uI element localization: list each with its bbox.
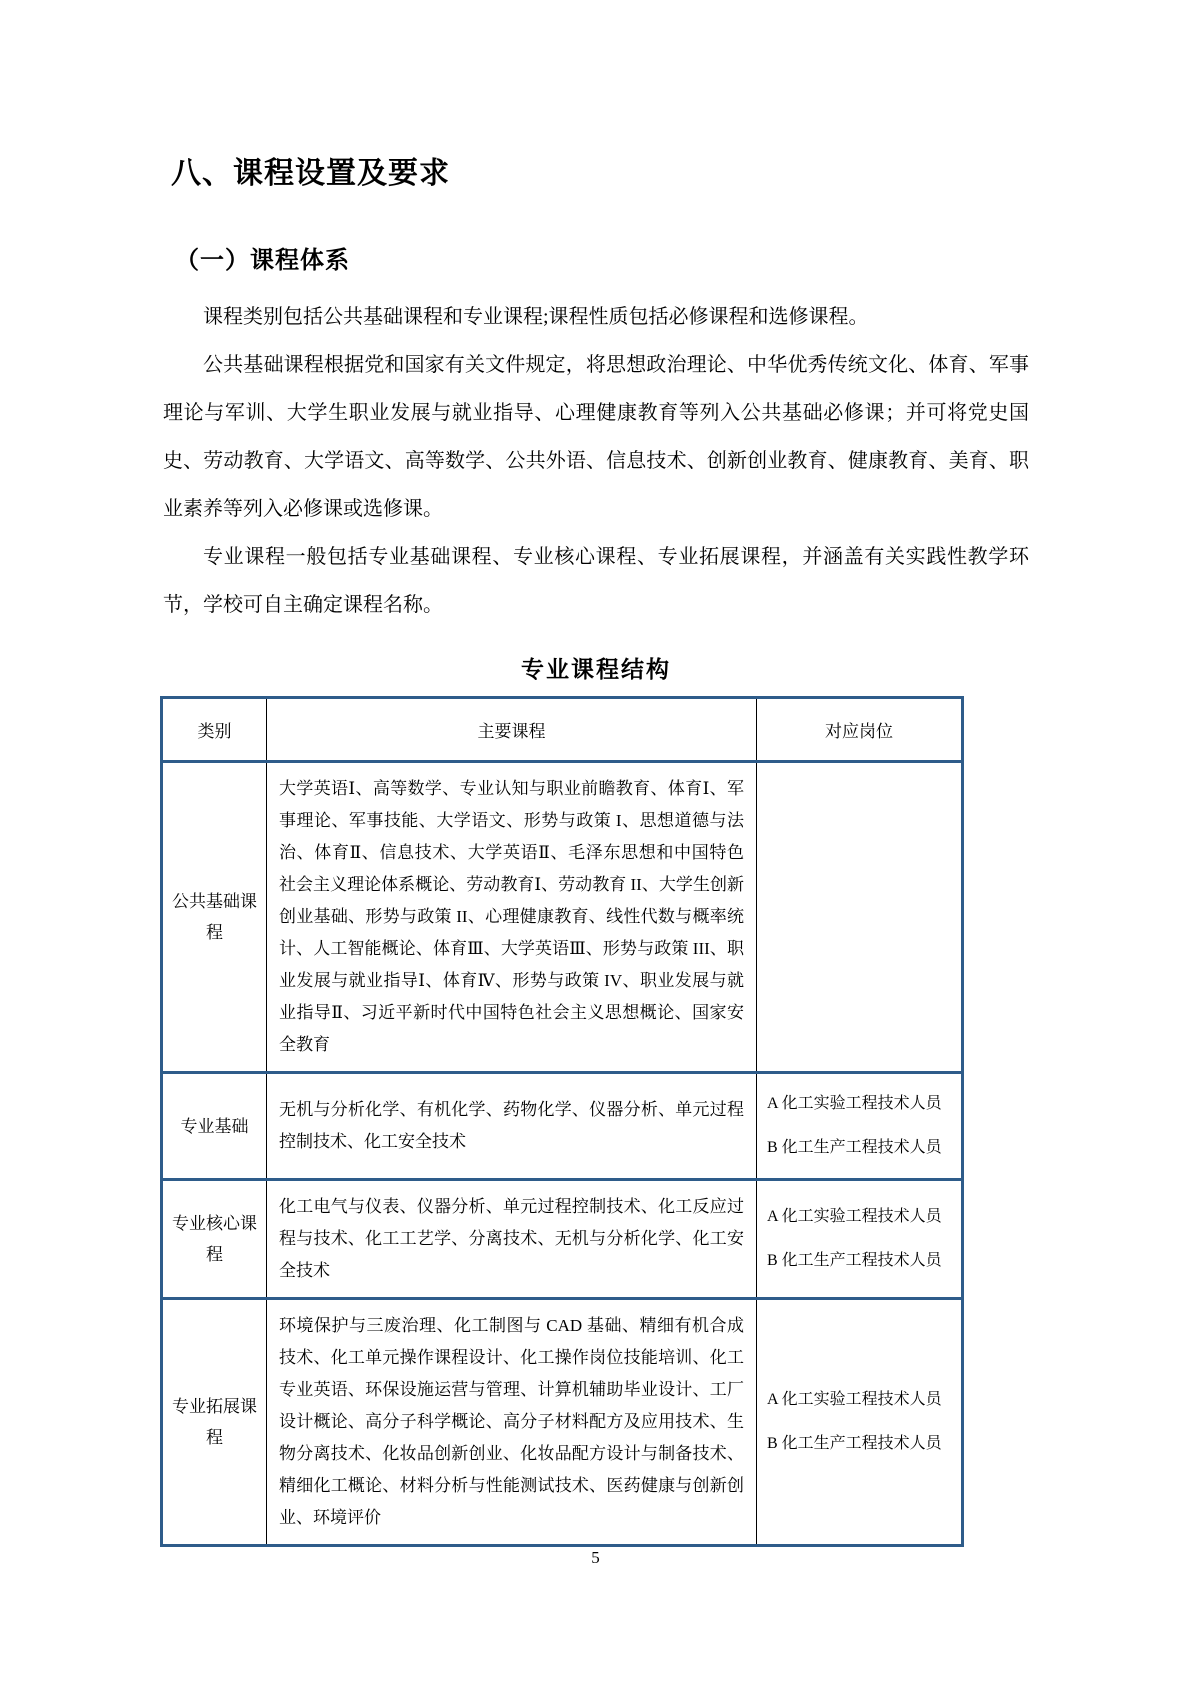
positions-cell — [757, 762, 963, 1073]
table-row-professional-core — [162, 1180, 963, 1299]
table-row-professional-basic — [162, 1073, 963, 1180]
courses-cell: 无机与分析化学、有机化学、药物化学、仪器分析、单元过程控制技术、化工安全技术 — [267, 1073, 757, 1180]
position-a: A 化工实验工程技术人员 — [767, 1095, 942, 1112]
position-a: A 化工实验工程技术人员 — [767, 1391, 942, 1408]
positions-cell — [757, 1299, 963, 1546]
position-a: A 化工实验工程技术人员 — [767, 1208, 942, 1225]
col-header-main-courses: 主要课程 — [267, 698, 757, 762]
courses-cell: 大学英语Ⅰ、高等数学、专业认知与职业前瞻教育、体育Ⅰ、军事理论、军事技能、大学语文、形势与政策 I、思想道德与法治、体育Ⅱ、信息技术、大学英语Ⅱ、毛泽东思想和中国特色社会主义理论体系概论、劳动教育Ⅰ、劳动教育 II、大学生创新创业基础、形势与政策 II、心理健康教育、线性代数与概率统计、人工智能概论、体育Ⅲ、大学英语Ⅲ、形势与政策 III、职业发展与就业指导Ⅰ、体育Ⅳ、形势与政策 IV、职业发展与就业指导Ⅱ、习近平新时代中国特色社会主义思想概论、国家安全教育 — [267, 762, 757, 1073]
table-header-row — [162, 698, 963, 762]
course-structure-table — [160, 696, 964, 1547]
category-cell: 专业基础 — [162, 1073, 267, 1180]
section-heading: 八、课程设置及要求 — [171, 157, 450, 190]
col-header-positions: 对应岗位 — [757, 698, 963, 762]
paragraph-course-categories: 课程类别包括公共基础课程和专业课程;课程性质包括必修课程和选修课程。 — [203, 306, 869, 328]
table-row-professional-extension — [162, 1299, 963, 1546]
category-cell: 专业核心课程 — [162, 1180, 267, 1299]
paragraph-public-basic-courses: 公共基础课程根据党和国家有关文件规定，将思想政治理论、中华优秀传统文化、体育、军事理论与军训、大学生职业发展与就业指导、心理健康教育等列入公共基础必修课；并可将党史国史、劳动教育、大学语文、高等数学、公共外语、信息技术、创新创业教育、健康教育、美育、职业素养等列入必修课或选修课。 — [163, 354, 1029, 520]
page-number: 5 — [591, 1548, 600, 1567]
courses-cell: 化工电气与仪表、仪器分析、单元过程控制技术、化工反应过程与技术、化工工艺学、分离技术、无机与分析化学、化工安全技术 — [267, 1180, 757, 1299]
col-header-category: 类别 — [162, 698, 267, 762]
table-row-public-basic — [162, 762, 963, 1073]
position-b: B 化工生产工程技术人员 — [767, 1435, 942, 1452]
position-b: B 化工生产工程技术人员 — [767, 1252, 942, 1269]
positions-cell — [757, 1073, 963, 1180]
courses-cell: 环境保护与三废治理、化工制图与 CAD 基础、精细有机合成技术、化工单元操作课程设计、化工操作岗位技能培训、化工专业英语、环保设施运营与管理、计算机辅助毕业设计、工厂设计概论、高分子科学概论、高分子材料配方及应用技术、生物分离技术、化妆品创新创业、化妆品配方设计与制备技术、精细化工概论、材料分析与性能测试技术、医药健康与创新创业、环境评价 — [267, 1299, 757, 1546]
category-cell: 专业拓展课程 — [162, 1299, 267, 1546]
positions-cell — [757, 1180, 963, 1299]
table-title: 专业课程结构 — [521, 657, 671, 682]
category-cell: 公共基础课程 — [162, 762, 267, 1073]
subsection-heading: （一）课程体系 — [175, 247, 350, 274]
position-b: B 化工生产工程技术人员 — [767, 1139, 942, 1156]
paragraph-professional-courses: 专业课程一般包括专业基础课程、专业核心课程、专业拓展课程，并涵盖有关实践性教学环节，学校可自主确定课程名称。 — [163, 546, 1029, 616]
